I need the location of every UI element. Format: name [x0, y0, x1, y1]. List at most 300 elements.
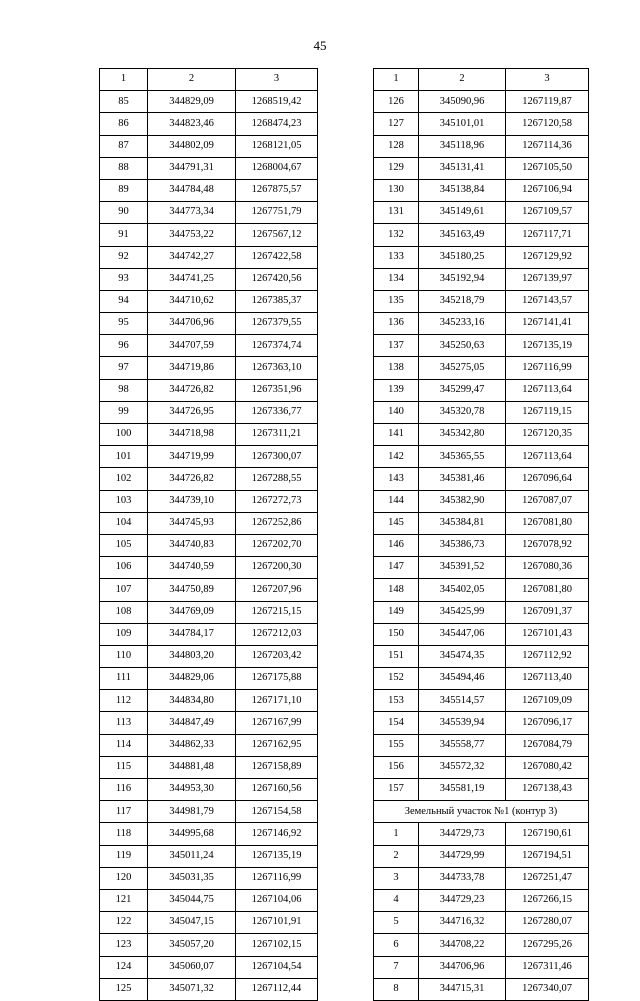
point-number-cell: 126 — [374, 91, 419, 113]
table-row — [374, 690, 589, 712]
point-number-cell: 112 — [100, 690, 148, 712]
y-coordinate-cell: 1267084,79 — [506, 734, 589, 756]
point-number-cell: 135 — [374, 290, 419, 312]
point-number-cell: 133 — [374, 246, 419, 268]
y-coordinate-cell: 1267422,58 — [236, 246, 318, 268]
column-header-x: 2 — [148, 69, 236, 91]
y-coordinate-cell: 1267081,80 — [506, 579, 589, 601]
header-row — [374, 69, 589, 91]
point-number-cell: 3 — [374, 867, 419, 889]
y-coordinate-cell: 1267081,80 — [506, 512, 589, 534]
x-coordinate-cell: 345118,96 — [419, 135, 506, 157]
point-number-cell: 125 — [100, 978, 148, 1000]
x-coordinate-cell: 344718,98 — [148, 424, 236, 446]
point-number-cell: 123 — [100, 934, 148, 956]
y-coordinate-cell: 1267104,54 — [236, 956, 318, 978]
point-number-cell: 151 — [374, 645, 419, 667]
x-coordinate-cell: 344823,46 — [148, 113, 236, 135]
y-coordinate-cell: 1267106,94 — [506, 179, 589, 201]
x-coordinate-cell: 344834,80 — [148, 690, 236, 712]
x-coordinate-cell: 344710,62 — [148, 290, 236, 312]
x-coordinate-cell: 344706,96 — [148, 313, 236, 335]
point-number-cell: 117 — [100, 801, 148, 823]
point-number-cell: 90 — [100, 202, 148, 224]
table-row — [374, 379, 589, 401]
table-row — [100, 623, 318, 645]
table-row — [374, 468, 589, 490]
table-row — [100, 601, 318, 623]
y-coordinate-cell: 1267112,44 — [236, 978, 318, 1000]
point-number-cell: 120 — [100, 867, 148, 889]
x-coordinate-cell: 345149,61 — [419, 202, 506, 224]
x-coordinate-cell: 344862,33 — [148, 734, 236, 756]
y-coordinate-cell: 1267190,61 — [506, 823, 589, 845]
table-row — [100, 779, 318, 801]
y-coordinate-cell: 1267272,73 — [236, 490, 318, 512]
y-coordinate-cell: 1267266,15 — [506, 889, 589, 911]
table-row — [374, 179, 589, 201]
x-coordinate-cell: 344784,17 — [148, 623, 236, 645]
table-row — [374, 91, 589, 113]
point-number-cell: 115 — [100, 756, 148, 778]
x-coordinate-cell: 344784,48 — [148, 179, 236, 201]
x-coordinate-cell: 344729,73 — [419, 823, 506, 845]
x-coordinate-cell: 345090,96 — [419, 91, 506, 113]
table-row — [100, 135, 318, 157]
x-coordinate-cell: 345047,15 — [148, 912, 236, 934]
table-row — [374, 357, 589, 379]
y-coordinate-cell: 1267212,03 — [236, 623, 318, 645]
point-number-cell: 92 — [100, 246, 148, 268]
x-coordinate-cell: 344707,59 — [148, 335, 236, 357]
x-coordinate-cell: 344829,09 — [148, 91, 236, 113]
y-coordinate-cell: 1267336,77 — [236, 401, 318, 423]
x-coordinate-cell: 345101,01 — [419, 113, 506, 135]
point-number-cell: 149 — [374, 601, 419, 623]
coordinates-table-left — [99, 68, 318, 1001]
table-row — [100, 534, 318, 556]
x-coordinate-cell: 344881,48 — [148, 756, 236, 778]
point-number-cell: 97 — [100, 357, 148, 379]
x-coordinate-cell: 345572,32 — [419, 756, 506, 778]
table-row — [374, 313, 589, 335]
table-row — [374, 490, 589, 512]
y-coordinate-cell: 1267109,57 — [506, 202, 589, 224]
x-coordinate-cell: 344753,22 — [148, 224, 236, 246]
point-number-cell: 108 — [100, 601, 148, 623]
y-coordinate-cell: 1267251,47 — [506, 867, 589, 889]
point-number-cell: 88 — [100, 157, 148, 179]
table-row — [100, 889, 318, 911]
table-row — [100, 446, 318, 468]
point-number-cell: 118 — [100, 823, 148, 845]
point-number-cell: 7 — [374, 956, 419, 978]
table-row — [100, 557, 318, 579]
table-row — [374, 623, 589, 645]
x-coordinate-cell: 344733,78 — [419, 867, 506, 889]
x-coordinate-cell: 345320,78 — [419, 401, 506, 423]
y-coordinate-cell: 1267202,70 — [236, 534, 318, 556]
x-coordinate-cell: 345131,41 — [419, 157, 506, 179]
point-number-cell: 1 — [374, 823, 419, 845]
table-row — [100, 490, 318, 512]
x-coordinate-cell: 344791,31 — [148, 157, 236, 179]
section-title: Земельный участок №1 (контур 3) — [374, 801, 589, 823]
table-row — [100, 712, 318, 734]
x-coordinate-cell: 344745,93 — [148, 512, 236, 534]
point-number-cell: 5 — [374, 912, 419, 934]
y-coordinate-cell: 1267175,88 — [236, 668, 318, 690]
point-number-cell: 107 — [100, 579, 148, 601]
table-row — [374, 557, 589, 579]
x-coordinate-cell: 344981,79 — [148, 801, 236, 823]
y-coordinate-cell: 1267751,79 — [236, 202, 318, 224]
table-row — [374, 889, 589, 911]
point-number-cell: 141 — [374, 424, 419, 446]
y-coordinate-cell: 1267340,07 — [506, 978, 589, 1000]
y-coordinate-cell: 1267119,15 — [506, 401, 589, 423]
y-coordinate-cell: 1267141,41 — [506, 313, 589, 335]
point-number-cell: 116 — [100, 779, 148, 801]
y-coordinate-cell: 1267363,10 — [236, 357, 318, 379]
point-number-cell: 155 — [374, 734, 419, 756]
table-row — [100, 179, 318, 201]
table-row — [100, 91, 318, 113]
point-number-cell: 131 — [374, 202, 419, 224]
point-number-cell: 101 — [100, 446, 148, 468]
table-row — [100, 734, 318, 756]
point-number-cell: 4 — [374, 889, 419, 911]
x-coordinate-cell: 344741,25 — [148, 268, 236, 290]
table-row — [374, 978, 589, 1000]
table-row — [100, 313, 318, 335]
x-coordinate-cell: 345384,81 — [419, 512, 506, 534]
y-coordinate-cell: 1267091,37 — [506, 601, 589, 623]
table-row — [100, 690, 318, 712]
table-row — [374, 579, 589, 601]
x-coordinate-cell: 345365,55 — [419, 446, 506, 468]
point-number-cell: 122 — [100, 912, 148, 934]
y-coordinate-cell: 1267139,97 — [506, 268, 589, 290]
x-coordinate-cell: 345299,47 — [419, 379, 506, 401]
point-number-cell: 86 — [100, 113, 148, 135]
y-coordinate-cell: 1267420,56 — [236, 268, 318, 290]
y-coordinate-cell: 1267129,92 — [506, 246, 589, 268]
x-coordinate-cell: 345425,99 — [419, 601, 506, 623]
table-row — [100, 268, 318, 290]
y-coordinate-cell: 1267385,37 — [236, 290, 318, 312]
x-coordinate-cell: 344726,95 — [148, 401, 236, 423]
table-row — [100, 912, 318, 934]
point-number-cell: 148 — [374, 579, 419, 601]
table-row — [374, 956, 589, 978]
x-coordinate-cell: 344769,09 — [148, 601, 236, 623]
coordinates-table-right — [373, 68, 589, 1001]
x-coordinate-cell: 344726,82 — [148, 379, 236, 401]
point-number-cell: 129 — [374, 157, 419, 179]
y-coordinate-cell: 1267143,57 — [506, 290, 589, 312]
x-coordinate-cell: 345180,25 — [419, 246, 506, 268]
y-coordinate-cell: 1267120,35 — [506, 424, 589, 446]
table-row — [374, 779, 589, 801]
y-coordinate-cell: 1267105,50 — [506, 157, 589, 179]
table-row — [374, 734, 589, 756]
x-coordinate-cell: 345044,75 — [148, 889, 236, 911]
point-number-cell: 113 — [100, 712, 148, 734]
point-number-cell: 143 — [374, 468, 419, 490]
table-row — [100, 845, 318, 867]
point-number-cell: 105 — [100, 534, 148, 556]
table-row — [374, 512, 589, 534]
point-number-cell: 154 — [374, 712, 419, 734]
table-row — [374, 645, 589, 667]
point-number-cell: 142 — [374, 446, 419, 468]
table-row — [100, 335, 318, 357]
point-number-cell: 102 — [100, 468, 148, 490]
table-row — [100, 424, 318, 446]
x-coordinate-cell: 345233,16 — [419, 313, 506, 335]
x-coordinate-cell: 345138,84 — [419, 179, 506, 201]
table-row — [374, 424, 589, 446]
table-row — [374, 135, 589, 157]
point-number-cell: 94 — [100, 290, 148, 312]
y-coordinate-cell: 1267567,12 — [236, 224, 318, 246]
point-number-cell: 111 — [100, 668, 148, 690]
table-row — [100, 579, 318, 601]
x-coordinate-cell: 344773,34 — [148, 202, 236, 224]
table-row — [374, 290, 589, 312]
x-coordinate-cell: 345581,19 — [419, 779, 506, 801]
x-coordinate-cell: 344742,27 — [148, 246, 236, 268]
y-coordinate-cell: 1267162,95 — [236, 734, 318, 756]
y-coordinate-cell: 1267200,30 — [236, 557, 318, 579]
y-coordinate-cell: 1267203,42 — [236, 645, 318, 667]
y-coordinate-cell: 1267087,07 — [506, 490, 589, 512]
y-coordinate-cell: 1268519,42 — [236, 91, 318, 113]
y-coordinate-cell: 1267119,87 — [506, 91, 589, 113]
point-number-cell: 156 — [374, 756, 419, 778]
point-number-cell: 130 — [374, 179, 419, 201]
x-coordinate-cell: 345250,63 — [419, 335, 506, 357]
y-coordinate-cell: 1267194,51 — [506, 845, 589, 867]
y-coordinate-cell: 1267154,58 — [236, 801, 318, 823]
column-header-number: 1 — [100, 69, 148, 91]
x-coordinate-cell: 345031,35 — [148, 867, 236, 889]
x-coordinate-cell: 345060,07 — [148, 956, 236, 978]
point-number-cell: 153 — [374, 690, 419, 712]
x-coordinate-cell: 344829,06 — [148, 668, 236, 690]
point-number-cell: 150 — [374, 623, 419, 645]
table-row — [100, 801, 318, 823]
x-coordinate-cell: 344719,86 — [148, 357, 236, 379]
y-coordinate-cell: 1267280,07 — [506, 912, 589, 934]
y-coordinate-cell: 1267078,92 — [506, 534, 589, 556]
point-number-cell: 91 — [100, 224, 148, 246]
point-number-cell: 104 — [100, 512, 148, 534]
point-number-cell: 146 — [374, 534, 419, 556]
table-row — [100, 290, 318, 312]
point-number-cell: 99 — [100, 401, 148, 423]
table-row — [100, 756, 318, 778]
point-number-cell: 96 — [100, 335, 148, 357]
y-coordinate-cell: 1267146,92 — [236, 823, 318, 845]
x-coordinate-cell: 345539,94 — [419, 712, 506, 734]
y-coordinate-cell: 1267102,15 — [236, 934, 318, 956]
table-row — [374, 335, 589, 357]
x-coordinate-cell: 345474,35 — [419, 645, 506, 667]
x-coordinate-cell: 344719,99 — [148, 446, 236, 468]
point-number-cell: 134 — [374, 268, 419, 290]
y-coordinate-cell: 1267116,99 — [236, 867, 318, 889]
table-row — [100, 645, 318, 667]
y-coordinate-cell: 1267311,21 — [236, 424, 318, 446]
table-row — [374, 446, 589, 468]
y-coordinate-cell: 1267374,74 — [236, 335, 318, 357]
table-row — [374, 113, 589, 135]
table-row — [100, 956, 318, 978]
table-row — [100, 401, 318, 423]
y-coordinate-cell: 1267096,64 — [506, 468, 589, 490]
point-number-cell: 144 — [374, 490, 419, 512]
column-header-y: 3 — [236, 69, 318, 91]
y-coordinate-cell: 1267311,46 — [506, 956, 589, 978]
x-coordinate-cell: 344706,96 — [419, 956, 506, 978]
x-coordinate-cell: 344729,23 — [419, 889, 506, 911]
section-title-row — [374, 801, 589, 823]
y-coordinate-cell: 1268474,23 — [236, 113, 318, 135]
point-number-cell: 87 — [100, 135, 148, 157]
point-number-cell: 85 — [100, 91, 148, 113]
point-number-cell: 139 — [374, 379, 419, 401]
point-number-cell: 103 — [100, 490, 148, 512]
table-row — [374, 668, 589, 690]
point-number-cell: 106 — [100, 557, 148, 579]
table-row — [374, 912, 589, 934]
y-coordinate-cell: 1267112,92 — [506, 645, 589, 667]
table-row — [100, 246, 318, 268]
y-coordinate-cell: 1267288,55 — [236, 468, 318, 490]
point-number-cell: 127 — [374, 113, 419, 135]
point-number-cell: 114 — [100, 734, 148, 756]
x-coordinate-cell: 344740,59 — [148, 557, 236, 579]
y-coordinate-cell: 1267875,57 — [236, 179, 318, 201]
point-number-cell: 137 — [374, 335, 419, 357]
x-coordinate-cell: 345386,73 — [419, 534, 506, 556]
y-coordinate-cell: 1267158,89 — [236, 756, 318, 778]
table-row — [374, 756, 589, 778]
x-coordinate-cell: 345382,90 — [419, 490, 506, 512]
table-row — [374, 202, 589, 224]
y-coordinate-cell: 1267104,06 — [236, 889, 318, 911]
column-header-x: 2 — [419, 69, 506, 91]
point-number-cell: 136 — [374, 313, 419, 335]
y-coordinate-cell: 1268004,67 — [236, 157, 318, 179]
x-coordinate-cell: 344847,49 — [148, 712, 236, 734]
x-coordinate-cell: 344729,99 — [419, 845, 506, 867]
y-coordinate-cell: 1267167,99 — [236, 712, 318, 734]
table-row — [100, 468, 318, 490]
point-number-cell: 132 — [374, 224, 419, 246]
x-coordinate-cell: 345192,94 — [419, 268, 506, 290]
point-number-cell: 93 — [100, 268, 148, 290]
table-row — [100, 668, 318, 690]
point-number-cell: 2 — [374, 845, 419, 867]
x-coordinate-cell: 345163,49 — [419, 224, 506, 246]
table-row — [374, 268, 589, 290]
y-coordinate-cell: 1267113,64 — [506, 379, 589, 401]
x-coordinate-cell: 344995,68 — [148, 823, 236, 845]
x-coordinate-cell: 345011,24 — [148, 845, 236, 867]
x-coordinate-cell: 345071,32 — [148, 978, 236, 1000]
point-number-cell: 147 — [374, 557, 419, 579]
y-coordinate-cell: 1267113,40 — [506, 668, 589, 690]
x-coordinate-cell: 345391,52 — [419, 557, 506, 579]
y-coordinate-cell: 1267096,17 — [506, 712, 589, 734]
point-number-cell: 109 — [100, 623, 148, 645]
y-coordinate-cell: 1267171,10 — [236, 690, 318, 712]
point-number-cell: 145 — [374, 512, 419, 534]
y-coordinate-cell: 1267252,86 — [236, 512, 318, 534]
y-coordinate-cell: 1267114,36 — [506, 135, 589, 157]
table-row — [374, 157, 589, 179]
x-coordinate-cell: 345275,05 — [419, 357, 506, 379]
x-coordinate-cell: 344803,20 — [148, 645, 236, 667]
table-row — [374, 845, 589, 867]
y-coordinate-cell: 1267113,64 — [506, 446, 589, 468]
table-row — [374, 401, 589, 423]
table-row — [100, 512, 318, 534]
table-row — [100, 978, 318, 1000]
y-coordinate-cell: 1267207,96 — [236, 579, 318, 601]
table-row — [100, 224, 318, 246]
x-coordinate-cell: 344708,22 — [419, 934, 506, 956]
table-row — [100, 202, 318, 224]
table-row — [374, 867, 589, 889]
point-number-cell: 140 — [374, 401, 419, 423]
x-coordinate-cell: 345381,46 — [419, 468, 506, 490]
point-number-cell: 95 — [100, 313, 148, 335]
table-row — [100, 823, 318, 845]
x-coordinate-cell: 344715,31 — [419, 978, 506, 1000]
table-row — [374, 712, 589, 734]
x-coordinate-cell: 345057,20 — [148, 934, 236, 956]
y-coordinate-cell: 1267351,96 — [236, 379, 318, 401]
x-coordinate-cell: 345558,77 — [419, 734, 506, 756]
y-coordinate-cell: 1267379,55 — [236, 313, 318, 335]
y-coordinate-cell: 1267215,15 — [236, 601, 318, 623]
y-coordinate-cell: 1267300,07 — [236, 446, 318, 468]
point-number-cell: 152 — [374, 668, 419, 690]
x-coordinate-cell: 345514,57 — [419, 690, 506, 712]
point-number-cell: 110 — [100, 645, 148, 667]
table-row — [374, 246, 589, 268]
x-coordinate-cell: 344750,89 — [148, 579, 236, 601]
point-number-cell: 89 — [100, 179, 148, 201]
point-number-cell: 100 — [100, 424, 148, 446]
page-number: 45 — [313, 38, 327, 53]
table-row — [100, 357, 318, 379]
table-row — [374, 224, 589, 246]
x-coordinate-cell: 344953,30 — [148, 779, 236, 801]
y-coordinate-cell: 1267135,19 — [236, 845, 318, 867]
x-coordinate-cell: 344726,82 — [148, 468, 236, 490]
point-number-cell: 8 — [374, 978, 419, 1000]
table-row — [100, 867, 318, 889]
y-coordinate-cell: 1267080,42 — [506, 756, 589, 778]
point-number-cell: 157 — [374, 779, 419, 801]
y-coordinate-cell: 1268121,05 — [236, 135, 318, 157]
y-coordinate-cell: 1267101,91 — [236, 912, 318, 934]
